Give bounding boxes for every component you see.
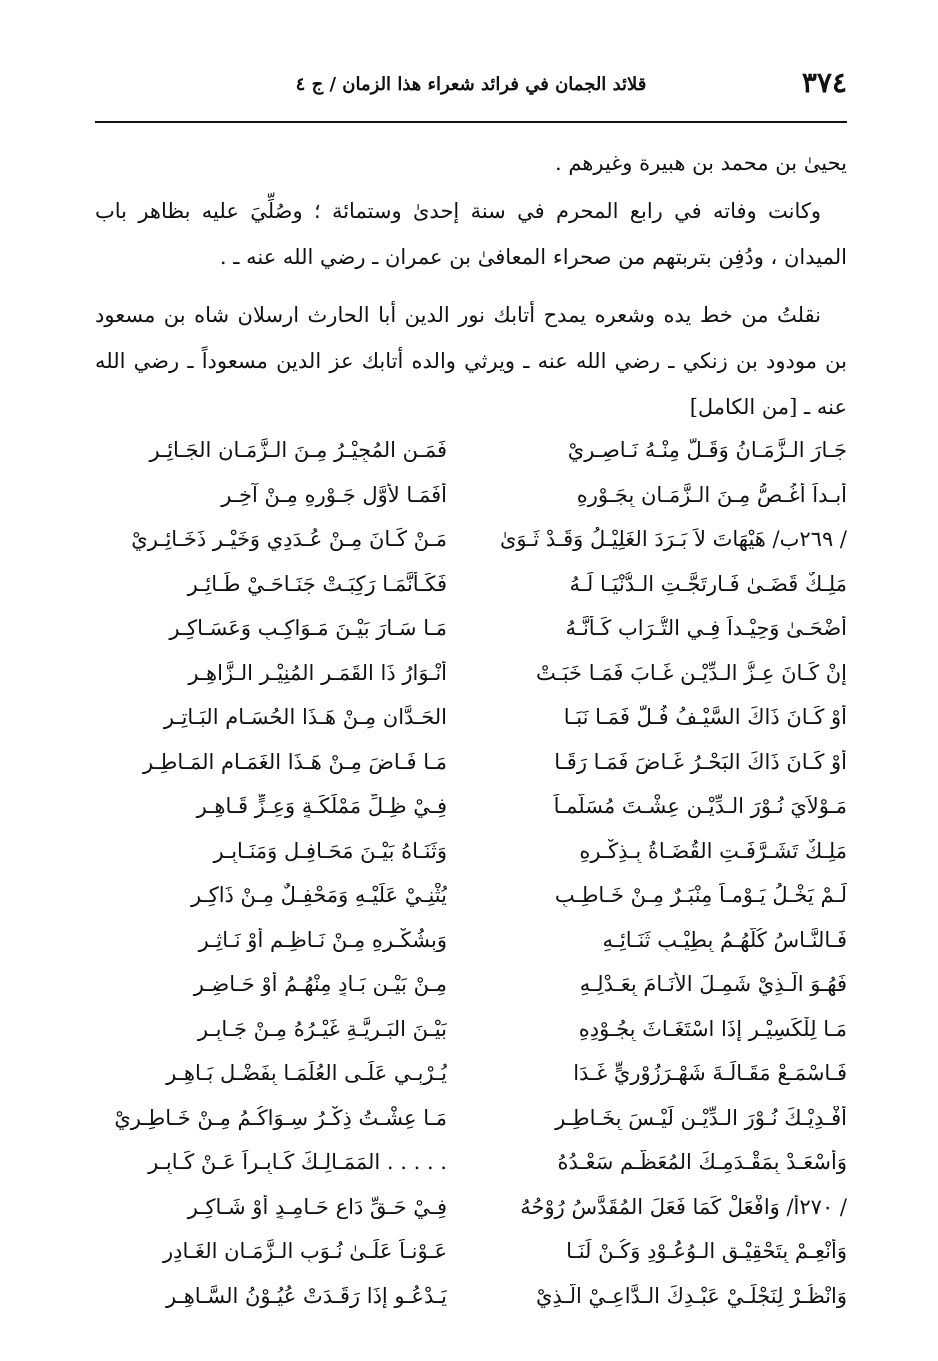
verse-first-hemistich: فَـالنَّـاسُ كُلُّهُـمُ بِطِيْـبِ ثَنَـائِـهِ xyxy=(602,927,847,952)
verse-second-hemistich: بَيْـنَ البَـرِيَّـةِ غَيْـرُهُ مِـنْ جَـابِـرِ xyxy=(197,1016,447,1041)
verse-second-hemistich: مَـا فَـاضَ مِـنْ هَـذَا الغَمَـامِ المَـاطِـرِ xyxy=(142,749,447,774)
verse-line xyxy=(95,606,847,651)
verse-first-hemistich: وَانْظُـرْ لِنَجْلَـيْ عَبْـدِكَ الـدَّاعِـيْ الَّـذِيْ xyxy=(535,1283,847,1308)
verse-second-hemistich: . . . . . المَمَـالِـكَ كَـابِـراً عَـنْ كَـابِـرِ xyxy=(148,1150,447,1175)
paragraph-continuation: يحيىٰ بن محمد بن هبيرة وغيرهم . xyxy=(554,151,847,175)
verse-line xyxy=(95,1096,847,1141)
verse-first-hemistich: أَوْ كَـانَ ذَاكَ البَحْـرُ غَـاضَ فَمَـا رَقَـا xyxy=(554,749,847,774)
verse-line xyxy=(95,651,847,696)
verse-second-hemistich: مَـا سَـارَ بَيْـنَ مَـوَاكِـبٍ وَعَسَـاكِـرِ xyxy=(169,616,447,641)
verse-second-hemistich: فِـيْ ظِـلِّ مَمْلَكَـةٍ وَعِـزٍّ قَـاهِـرِ xyxy=(196,794,447,819)
verse-second-hemistich: فِـيْ حَـقِّ دَاعٍ حَـامِـدٍ أَوْ شَـاكِـرِ xyxy=(187,1194,447,1219)
verse-first-hemistich: أَفْـدِيْـكَ نُـوْرَ الـدِّيْـنِ لَيْـسَ بِخَـاطِـرٍ xyxy=(555,1105,847,1130)
verse-first-hemistich: مَلِـكٌ قَضَـىٰ فَـارتَجَّـتِ الـدُّنْيَـا لَـهُ xyxy=(569,571,847,596)
verse-line xyxy=(95,1185,847,1230)
verse-second-hemistich: وَثَنَـاهُ بَيْـنَ مَحَـافِـلٍ وَمَنَـابِـرِ xyxy=(213,838,447,863)
verse-first-hemistich: / ٢٧٠أ/ وَافْعَلْ كَمَا فَعَلَ المُقَدَّسُ رُوْحُهُ xyxy=(520,1194,847,1219)
verse-first-hemistich: وَأَسْعَـدْ بِمَقْـدَمِـكَ المُعَظَّـمِ سَعْـدُهُ xyxy=(557,1150,847,1175)
paragraph-death-note: وكانت وفاته في رابع المحرم في سنة إحدىٰ وستمائة ؛ وصُلِّيَ عليه بظاهر باب الميدان ، ودُفِن بتربتهم من صحراء المعافىٰ بن عمران ـ رضي الله عنه ـ . xyxy=(95,199,847,269)
verse-line xyxy=(95,784,847,829)
verse-second-hemistich: وَبِشُكْـرِهِ مِـنْ نَـاظِـمٍ أَوْ نَـاثِـرِ xyxy=(198,927,447,952)
verse-line xyxy=(95,829,847,874)
verse-first-hemistich: فَهُـوَ الَّـذِيْ شَمِـلَ الأَنَـامَ بِعَـدْلِـهِ xyxy=(579,972,847,997)
verse-first-hemistich: أَوْ كَـانَ ذَاكَ السَّيْـفُ فُـلَّ فَمَـا نَبَـا xyxy=(563,705,847,730)
verse-first-hemistich: فَـاسْمَـعْ مَقَـالَـةَ شَهْـرَزُوْرِيٍّ غَـدَا xyxy=(573,1061,847,1086)
verse-line xyxy=(95,918,847,963)
paragraph-poem-intro: نقلتُ من خط يده وشعره يمدح أتابك نور الدين أبا الحارث ارسلان شاه بن مسعود بن مودود بن زنكي ـ رضي الله عنه ـ ويرثي والده أتابك عز الدين مسعوداً ـ رضي الله عنه ـ [من الكامل] xyxy=(95,303,847,419)
verse-second-hemistich: الحَـدَّانِ مِـنْ هَـذَا الحُسَـامِ البَـاتِـرِ xyxy=(163,705,447,730)
verse-first-hemistich: لَـمْ يَخْـلُ يَـوْمـاً مِنْبَـرٌ مِـنْ خَـاطِـبٍ xyxy=(554,883,847,908)
verse-line xyxy=(95,740,847,785)
verse-second-hemistich: أَنْـوَارُ ذَا القَمَـرِ المُنِيْـرِ الـزَّاهِـرِ xyxy=(188,660,447,685)
verse-first-hemistich: مَـوْلاَيَ نُـوْرَ الـدِّيْـنِ عِشْـتَ مُسَلَّمـاً xyxy=(553,794,847,819)
verse-line xyxy=(95,1007,847,1052)
poem xyxy=(95,428,847,1318)
verse-line xyxy=(95,428,847,473)
verse-line xyxy=(95,562,847,607)
verse-second-hemistich: مِـنْ بَيْـنِ بَـادٍ مِنْهُـمُ أَوْ حَـاضِـرِ xyxy=(193,972,447,997)
header-rule xyxy=(95,121,847,123)
verse-first-hemistich: أَضْحَـىٰ وَحِيْـداً فِـي التُّـرَابِ كَـأَنَّـهُ xyxy=(565,616,847,641)
verse-second-hemistich: مَـا عِشْـتُ ذِكْـرُ سِـوَاكُـمُ مِـنْ خَـاطِـرِيْ xyxy=(114,1105,447,1130)
verse-second-hemistich: عَـوْنـاً عَلَـىٰ نُـوَبِ الـزَّمَـانِ الغَـادِرِ xyxy=(163,1239,447,1264)
verse-line xyxy=(95,1051,847,1096)
verse-second-hemistich: مَـنْ كَـانَ مِـنْ عُـدَدِي وَخَيْـرِ ذَخَـائِـرِيْ xyxy=(131,527,447,552)
verse-first-hemistich: أَبـداً أَغُـصُّ مِـنَ الـزَّمَـانِ بِجَـوْرِهِ xyxy=(576,482,847,507)
verse-line xyxy=(95,1140,847,1185)
verse-second-hemistich: أَفَمَـا لأَوَّلِ جَـوْرِهِ مِـنْ آخِـرِ xyxy=(221,482,447,507)
verse-first-hemistich: وَأَنْعِـمْ بِتَحْقِيْـقِ الـوُعُـوْدِ وَكُـنْ لَنَـا xyxy=(566,1239,847,1264)
verse-first-hemistich: مَـا لِلْكَسِيْـرِ إِذَا اسْتَغَـاثَ بِجُـوْدِهِ xyxy=(578,1016,847,1041)
verse-line xyxy=(95,473,847,518)
page-header xyxy=(95,66,847,106)
verse-first-hemistich: / ٢٦٩ب/ هَيْهَاتَ لاَ بَـرَدَ الغَلِيْـلُ وَقَـدْ ثَـوَىٰ xyxy=(499,527,847,552)
verse-line xyxy=(95,1229,847,1274)
verse-first-hemistich: مَلِـكٌ تَشَـرَّفَـتِ القُضَـاةُ بِـذِكْـرِهِ xyxy=(579,838,847,863)
verse-second-hemistich: يَـدْعُـو إِذَا رَقَـدَتْ عُيُـوْنُ السَّـاهِـرِ xyxy=(165,1283,447,1308)
verse-first-hemistich: جَـارَ الـزَّمَـانُ وَقَـلَّ مِنْـهُ نَـاصِـرِيْ xyxy=(567,438,847,463)
verse-line xyxy=(95,1274,847,1319)
running-title: قلائد الجمان في فرائد شعراء هذا الزمان / ج ٤ xyxy=(295,74,647,95)
verse-second-hemistich: يُثْنِـيْ عَلَيْـهِ وَمَحْفِـلٌ مِـنْ ذَاكِـرِ xyxy=(190,883,447,908)
page-number: ٣٧٤ xyxy=(801,66,847,99)
verse-line xyxy=(95,695,847,740)
verse-second-hemistich: يُـرْبِـي عَلَـى العُلَمَـا بِفَضْـلٍ بَـاهِـرِ xyxy=(166,1061,447,1086)
verse-line xyxy=(95,873,847,918)
verse-second-hemistich: فَمَـنِ المُجِيْـرُ مِـنَ الـزَّمَـانِ الجَـائِـرِ xyxy=(149,438,447,463)
verse-first-hemistich: إِنْ كَـانَ عِـزُّ الـدِّيْـنِ غَـابَ فَمَـا خَبَـتْ xyxy=(535,660,847,685)
verse-line xyxy=(95,962,847,1007)
verse-second-hemistich: فَكَـأَنَّمَـا رَكِبَـتْ جَنَـاحَـيْ طَـائِـرِ xyxy=(187,571,447,596)
verse-line xyxy=(95,517,847,562)
